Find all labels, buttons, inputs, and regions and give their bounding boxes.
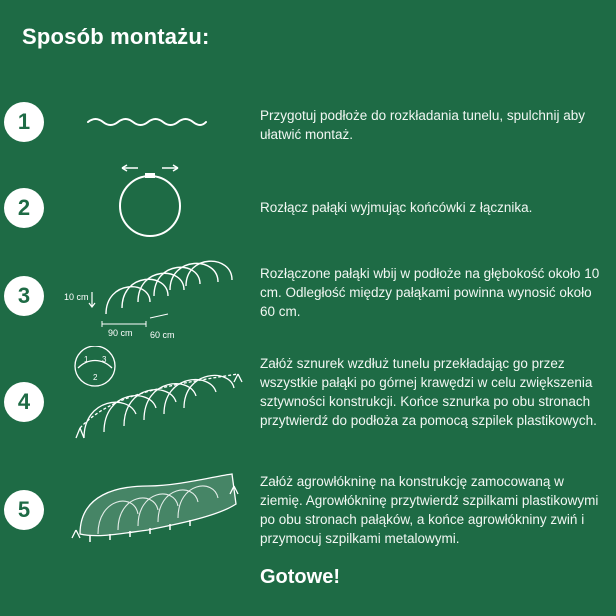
step-2-text: Rozłącz pałąki wyjmując końcówki z łącznika. — [260, 200, 533, 215]
knot-number-1: 1 — [84, 355, 89, 364]
depth-label: 10 cm — [64, 292, 89, 302]
arches-string-icon — [70, 346, 246, 446]
wave-line-icon — [86, 114, 208, 130]
arches-icon — [62, 252, 242, 340]
ring-arrows-icon — [108, 164, 192, 240]
step-number-1: 1 — [4, 102, 44, 142]
step-number-2: 2 — [4, 188, 44, 228]
page-title: Sposób montażu: — [22, 24, 210, 49]
width-label: 90 cm — [108, 328, 133, 338]
step-5-text: Załóż agrowłókninę na konstrukcję zamocowaną w ziemię. Agrowłókninę przytwierdź szpilkami plastikowymi po obu stronach pałąków, a końce agrowłókniny zwiń i przymocuj szpilkami metalowymi. — [260, 474, 599, 546]
step-number-4: 4 — [4, 382, 44, 422]
final-message: Gotowe! — [260, 566, 340, 588]
step-4-text: Załóż sznurek wzdłuż tunelu przekładając go przez wszystkie pałąki po górnej krawędzi w celu zwiększenia sztywności konstrukcji. Końce sznurka po obu stronach przytwierdź do podłoża za pomocą szpilek plastikowych. — [260, 356, 597, 428]
step-3-text: Rozłączone pałąki wbij w podłoże na głębokość około 10 cm. Odległość między pałąkami powinna wynosić około 60 cm. — [260, 266, 600, 319]
step-number-5: 5 — [4, 490, 44, 530]
spacing-label: 60 cm — [150, 330, 175, 340]
tunnel-fleece-icon — [68, 464, 244, 544]
step-1-text: Przygotuj podłoże do rozkładania tunelu, spulchnij aby ułatwić montaż. — [260, 108, 585, 142]
knot-number-2: 2 — [93, 373, 98, 382]
step-number-3: 3 — [4, 276, 44, 316]
knot-number-3: 3 — [102, 355, 107, 364]
